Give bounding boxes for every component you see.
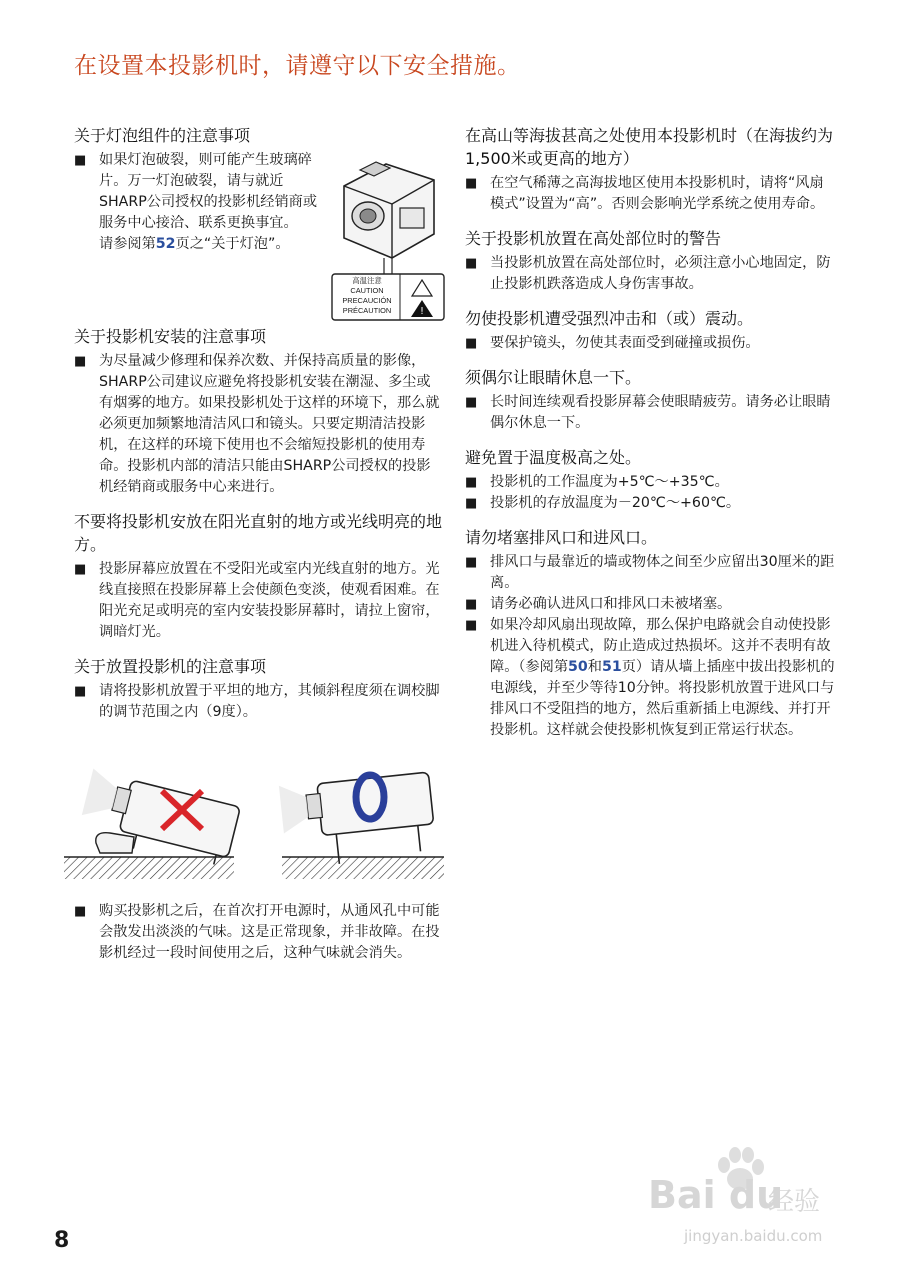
item-text: 和 [587,659,602,675]
bullet-item [465,615,835,741]
right-column [465,124,835,741]
section-installation [74,325,444,498]
section-high-altitude [465,124,835,215]
item-text: 如果冷却风扇出现故障，那么保护电路就会自动使投影机进入待机模式，防止造成过热损坏。这并不表明有故障。（参阅第 [490,617,831,675]
page-title: 在设置本投影机时，请遵守以下安全措施。 [74,53,521,79]
section-lamp [74,124,444,317]
watermark-cn: 经验 [768,1187,821,1217]
ref-prefix: 请参阅第 [99,236,156,252]
ref-suffix: 页之“关于灯泡”。 [175,236,290,252]
baidu-watermark [640,1145,860,1255]
bullet-item: ■ 在空气稀薄之高海拔地区使用本投影机时，请将“风扇模式”设置为“高”。否则会影响光学系统之使用寿命。 [465,173,835,215]
page-number: 8 [54,1228,70,1253]
section-heading: 在高山等海拔甚高之处使用本投影机时（在海拔约为1,500米或更高的地方） [465,126,834,168]
watermark-url: jingyan.baidu.com [684,1227,823,1245]
bullet-item [74,150,324,255]
placement-illustration [64,761,444,889]
section-sunlight [74,510,444,643]
page-ref-link[interactable]: 51 [601,659,622,675]
section-placement [74,655,444,964]
bullet-item: ■ 当投影机放置在高处部位时，必须注意小心地固定，防止投影机跌落造成人身伤害事故。 [465,253,835,295]
section-vents [465,526,835,741]
page-ref-link[interactable]: 50 [568,659,588,675]
section-heading: 须偶尔让眼睛休息一下。 [465,368,642,387]
section-heading: 关于灯泡组件的注意事项 [74,126,251,145]
bullet-item: ■ 排风口与最靠近的墙或物体之间至少应留出30厘米的距离。 [465,552,835,594]
caution-es: PRECAUCIÓN [342,296,392,305]
section-shock [465,307,835,354]
caution-fr: PRÉCAUTION [342,306,392,315]
section-heading: 关于投影机放置在高处部位时的警告 [465,229,722,248]
caution-label-text [334,276,400,316]
bullet-item: ■ 投影机的工作温度为+5℃～+35℃。 [465,472,835,493]
bullet-item: ■ 要保护镜头，勿使其表面受到碰撞或损伤。 [465,333,835,354]
svg-text:!: ! [419,306,425,317]
projector-tilt-diagram [64,761,444,889]
bullet-item: ■ 请将投影机放置于平坦的地方，其倾斜程度须在调校脚的调节范围之内（9度）。 [74,681,444,723]
bullet-item: ■ 为尽量减少修理和保养次数、并保持高质量的影像，SHARP公司建议应避免将投影机安装在潮湿、多尘或有烟雾的地方。如果投影机处于这样的环境下，那么就必须更加频繁地清洁风口和镜头。只要定期清洁投影机，在这样的环境下使用也不会缩短投影机的使用寿命。投影机内部的清洁只能由SHARP公司授权的投影机经销商或服务中心来进行。 [74,351,444,498]
item-text: 页）请从墙上插座中拔出投影机的电源线，并至少等待10分钟。将投影机放置于进风口与排风口不受阻挡的地方，然后重新插上电源线、并打开投影机。这样就会使投影机恢复到正常运行状态。 [490,659,835,738]
section-eye-rest [465,366,835,434]
bullet-item: ■ 购买投影机之后，在首次打开电源时，从通风孔中可能会散发出淡淡的气味。这是正常现象，并非故障。在投影机经过一段时间使用之后，这种气味就会消失。 [74,901,444,964]
caution-cn: 高温注意 [352,276,382,285]
caution-en: CAUTION [350,286,384,295]
section-heading: 请勿堵塞排风口和进风口。 [465,528,658,547]
section-heading: 关于放置投影机的注意事项 [74,657,267,676]
item-text: 如果灯泡破裂，则可能产生玻璃碎片。万一灯泡破裂，请与就近SHARP公司授权的投影机经销商或服务中心接洽、联系更换事宜。 [99,152,318,231]
section-heading: 不要将投影机安放在阳光直射的地方或光线明亮的地方。 [74,512,443,554]
bullet-item: ■ 投影屏幕应放置在不受阳光或室内光线直射的地方。光线直接照在投影屏幕上会使颜色变淡，使观看困难。在阳光充足或明亮的室内安装投影屏幕时，请拉上窗帘，调暗灯光。 [74,559,444,643]
section-heading: 勿使投影机遭受强烈冲击和（或）震动。 [465,309,754,328]
lamp-unit-illustration [330,146,446,322]
page-ref-link[interactable]: 52 [155,236,176,252]
section-temperature [465,446,835,514]
bullet-item: ■ 长时间连续观看投影屏幕会使眼睛疲劳。请务必让眼睛偶尔休息一下。 [465,392,835,434]
watermark-brand: Bai du [648,1173,784,1217]
bullet-item: ■ 投影机的存放温度为－20℃～+60℃。 [465,493,835,514]
section-heading: 避免置于温度极高之处。 [465,448,642,467]
section-high-place [465,227,835,295]
section-heading: 关于投影机安装的注意事项 [74,327,267,346]
bullet-item: ■ 请务必确认进风口和排风口未被堵塞。 [465,594,835,615]
left-column [74,124,444,964]
